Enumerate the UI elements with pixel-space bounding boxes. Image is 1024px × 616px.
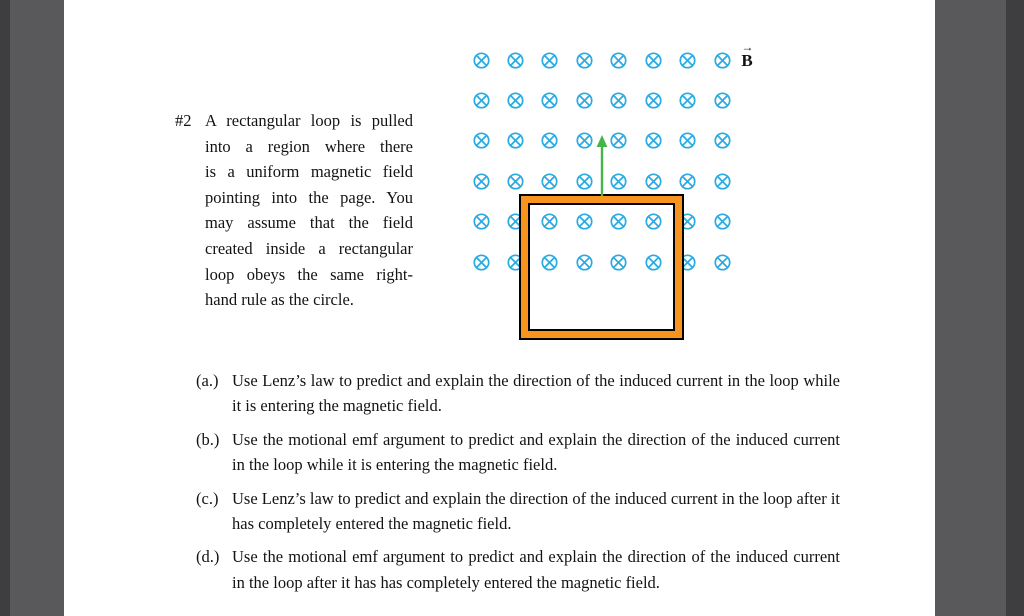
problem-text-line: created inside a rectangular xyxy=(205,238,413,258)
field-into-page-symbol xyxy=(576,132,593,149)
field-into-page-symbol xyxy=(507,132,524,149)
question-item-text: Use the motional emf argument to predict and explain the direction of the induced current in the loop after it has has completely entered the magnetic field. xyxy=(232,547,840,592)
field-into-page-symbol xyxy=(473,254,490,271)
problem-text-line: loop obeys the same right- xyxy=(205,264,413,284)
field-into-page-symbol xyxy=(714,92,731,109)
question-item-text: Use Lenz’s law to predict and explain the direction of the induced current in the loop while it is entering the magnetic field. xyxy=(232,371,840,416)
field-into-page-symbol xyxy=(541,52,558,69)
viewer-gutter-left xyxy=(0,0,10,616)
rectangular-loop xyxy=(521,196,682,338)
field-into-page-symbol xyxy=(576,52,593,69)
field-into-page-symbol xyxy=(679,173,696,190)
field-into-page-symbol xyxy=(714,213,731,230)
problem-text-line: into a region where there xyxy=(205,136,413,156)
velocity-arrow-icon xyxy=(593,134,611,198)
question-item-text: Use Lenz’s law to predict and explain the direction of the induced current in the loop after it has completely entered the magnetic field. xyxy=(232,488,840,534)
field-into-page-symbol xyxy=(473,132,490,149)
field-vector-label xyxy=(734,42,760,70)
question-item-label: (d.) xyxy=(196,547,220,567)
field-into-page-symbol xyxy=(576,92,593,109)
problem-text-line: hand rule as the circle. xyxy=(205,290,354,310)
field-into-page-symbol xyxy=(610,92,627,109)
question-item-text: Use the motional emf argument to predict and explain the direction of the induced current in the loop while it is entering the magnetic field. xyxy=(232,429,840,475)
field-into-page-symbol xyxy=(541,92,558,109)
field-into-page-symbol xyxy=(679,92,696,109)
document-page xyxy=(64,0,935,616)
field-into-page-symbol xyxy=(541,173,558,190)
field-into-page-symbol xyxy=(645,52,662,69)
field-into-page-symbol xyxy=(679,132,696,149)
field-into-page-symbol xyxy=(507,92,524,109)
problem-text-line: pointing into the page. You xyxy=(205,187,413,207)
field-into-page-symbol xyxy=(645,132,662,149)
field-into-page-symbol xyxy=(714,132,731,149)
field-into-page-symbol xyxy=(610,52,627,69)
magnetic-field-region xyxy=(64,0,935,616)
field-into-page-symbol xyxy=(714,52,731,69)
problem-text-line: A rectangular loop is pulled xyxy=(205,111,413,130)
question-item-label: (b.) xyxy=(196,429,220,449)
question-item-label: (a.) xyxy=(196,371,219,390)
field-into-page-symbol xyxy=(645,92,662,109)
field-into-page-symbol xyxy=(679,52,696,69)
field-into-page-symbol xyxy=(610,132,627,149)
field-label-text: B xyxy=(741,51,753,70)
viewer-gutter-right xyxy=(1006,0,1024,616)
field-into-page-symbol xyxy=(576,173,593,190)
field-into-page-symbol xyxy=(473,213,490,230)
field-into-page-symbol xyxy=(645,173,662,190)
field-into-page-symbol xyxy=(507,52,524,69)
vector-arrow-icon: → xyxy=(741,40,753,54)
problem-text-line: may assume that the field xyxy=(205,213,413,233)
field-into-page-symbol xyxy=(714,173,731,190)
problem-number: #2 xyxy=(175,111,192,130)
field-into-page-symbol xyxy=(610,173,627,190)
question-item-label: (c.) xyxy=(196,488,219,508)
field-into-page-symbol xyxy=(473,173,490,190)
field-into-page-symbol xyxy=(473,52,490,69)
field-into-page-symbol xyxy=(714,254,731,271)
field-into-page-symbol xyxy=(473,92,490,109)
problem-text-line: is a uniform magnetic field xyxy=(205,162,413,182)
field-into-page-symbol xyxy=(507,173,524,190)
field-into-page-symbol xyxy=(541,132,558,149)
